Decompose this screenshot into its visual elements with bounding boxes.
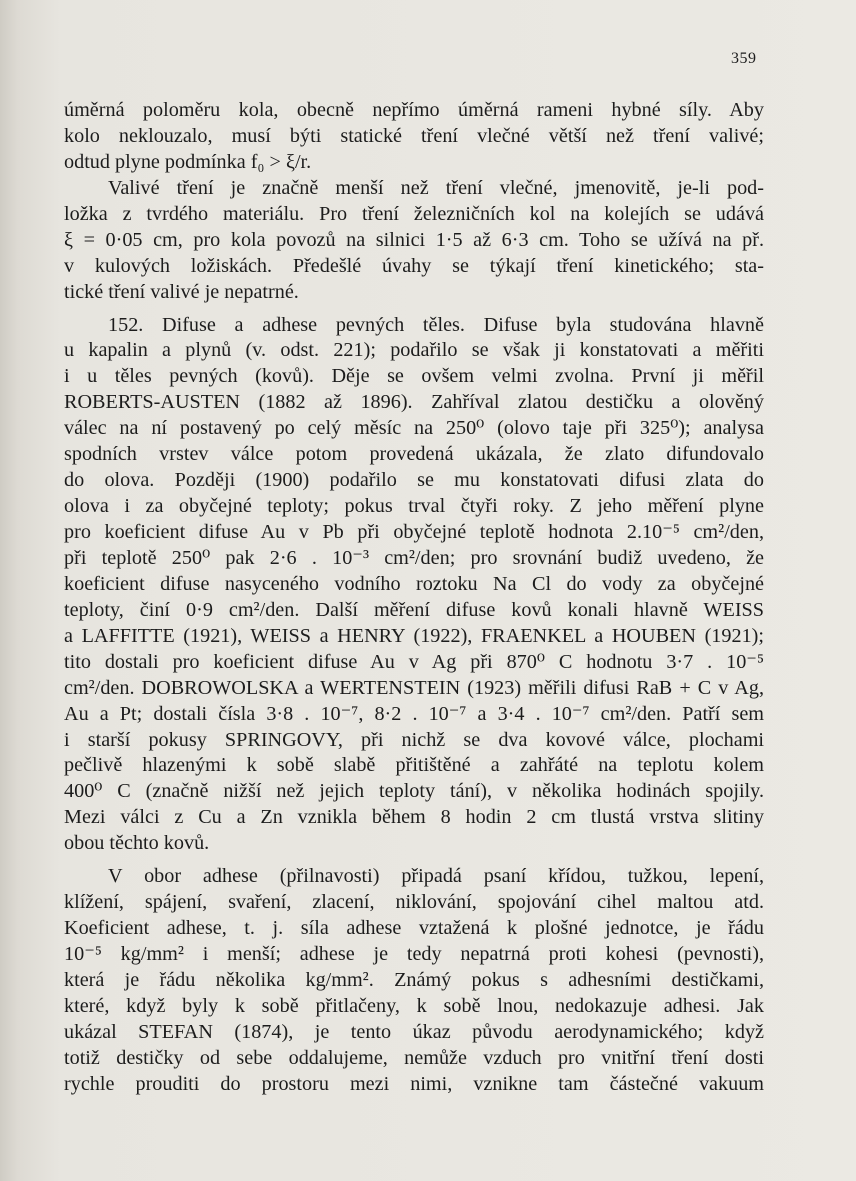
text-line: olova i za obyčejné teploty; pokus trval čtyři roky. Z jeho měření plyne [64,495,764,518]
text-line: Valivé tření je značně menší než tření vlečné, jmenovitě, je-li pod- [108,176,764,199]
text-line: Mezi válci z Cu a Zn vznikla během 8 hodin 2 cm tlustá vrstva slitiny [64,806,764,829]
text-line: pečlivě hlazenými k sobě slabě přitištěné a zahřáté na teplotu kolem [64,754,764,777]
text-line: V obor adhese (přilnavosti) připadá psaní křídou, tužkou, lepení, [108,865,764,888]
text-line: válec na ní postavený po celý měsíc na 250⁰ (olovo taje při 325⁰); analysa [64,417,764,440]
text-line: koeficient difuse nasyceného vodního roztoku Na Cl do vody za obyčejné [64,572,764,595]
text-line: klížení, spájení, svaření, zlacení, niklování, spojování cihel maltou atd. [64,891,764,914]
text-line: i u těles pevných (kovů). Děje se ovšem velmi zvolna. První ji měřil [64,365,764,388]
text-line: Au a Pt; dostali čísla 3·8 . 10⁻⁷, 8·2 . 10⁻⁷ a 3·4 . 10⁻⁷ cm²/den. Patří sem [64,702,764,725]
text-line: které, když byly k sobě přitlačeny, k sobě lnou, nedokazuje adhesi. Jak [64,994,764,1017]
text-line: ξ = 0·05 cm, pro kola povozů na silnici 1·5 až 6·3 cm. Toho se užívá na př. [64,228,764,251]
text-line: kolo neklouzalo, musí býti statické tření vlečné větší než tření valivé; [64,124,764,147]
text-line: která je řádu několika kg/mm². Známý pokus s adhesními destičkami, [64,968,764,991]
text-line: 152. Difuse a adhese pevných těles. Difuse byla studována hlavně [108,313,764,336]
text-line: Koeficient adhese, t. j. síla adhese vztažená k plošné jednotce, je řádu [64,917,764,940]
text-line: rychle prouditi do prostoru mezi nimi, vznikne tam částečné vakuum [64,1072,764,1095]
text-line: 400⁰ C (značně nižší než jejich teploty tání), v několika hodinách spojily. [64,780,764,803]
page-number: 359 [731,50,757,67]
text-line: tito dostali pro koeficient difuse Au v Ag při 870⁰ C hodnotu 3·7 . 10⁻⁵ [64,650,764,673]
text-line: úměrná poloměru kola, obecně nepřímo úměrná rameni hybné síly. Aby [64,99,764,121]
text-line: odtud plyne podmínka f₀ > ξ/r. [64,150,312,173]
text-line: teploty, činí 0·9 cm²/den. Další měření difuse kovů konali hlavně WEISS [64,598,764,621]
text-line: cm²/den. DOBROWOLSKA a WERTENSTEIN (1923) měřili difusi RaB + C v Ag, [64,676,764,699]
text-line: ROBERTS-AUSTEN (1882 až 1896). Zahříval zlatou destičku a olověný [64,391,764,414]
text-line: obou těchto kovů. [64,832,210,855]
text-line: ukázal STEFAN (1874), je tento úkaz původu aerodynamického; když [64,1020,764,1043]
text-line: u kapalin a plynů (v. odst. 221); podařilo se však ji konstatovati a měřiti [64,339,764,362]
text-line: pro koeficient difuse Au v Pb při obyčejné teplotě hodnota 2.10⁻⁵ cm²/den, [64,521,764,543]
body-text [64,98,764,1098]
text-line: tické tření valivé je nepatrné. [64,280,299,303]
text-line: a LAFFITTE (1921), WEISS a HENRY (1922), FRAENKEL a HOUBEN (1921); [64,624,764,647]
text-line: v kulových ložiskách. Předešlé úvahy se týkají tření kinetického; sta- [64,254,764,277]
text-line: 10⁻⁵ kg/mm² i menší; adhese je tedy nepatrná proti kohesi (pevnosti), [64,943,764,965]
text-line: při teplotě 250⁰ pak 2·6 . 10⁻³ cm²/den; pro srovnání budiž uvedeno, že [64,546,764,569]
text-line: totiž destičky od sebe oddalujeme, nemůže vzduch pro vnitřní tření dosti [64,1046,764,1069]
text-line: do olova. Později (1900) podařilo se mu konstatovati difusi zlata do [64,469,764,492]
text-line: i starší pokusy SPRINGOVY, při nichž se dva kovové válce, plochami [64,728,764,751]
text-line: ložka z tvrdého materiálu. Pro tření železničních kol na kolejích se udává [64,202,764,225]
text-line: spodních vrstev válce potom provedená ukázala, že zlato difundovalo [64,443,764,466]
